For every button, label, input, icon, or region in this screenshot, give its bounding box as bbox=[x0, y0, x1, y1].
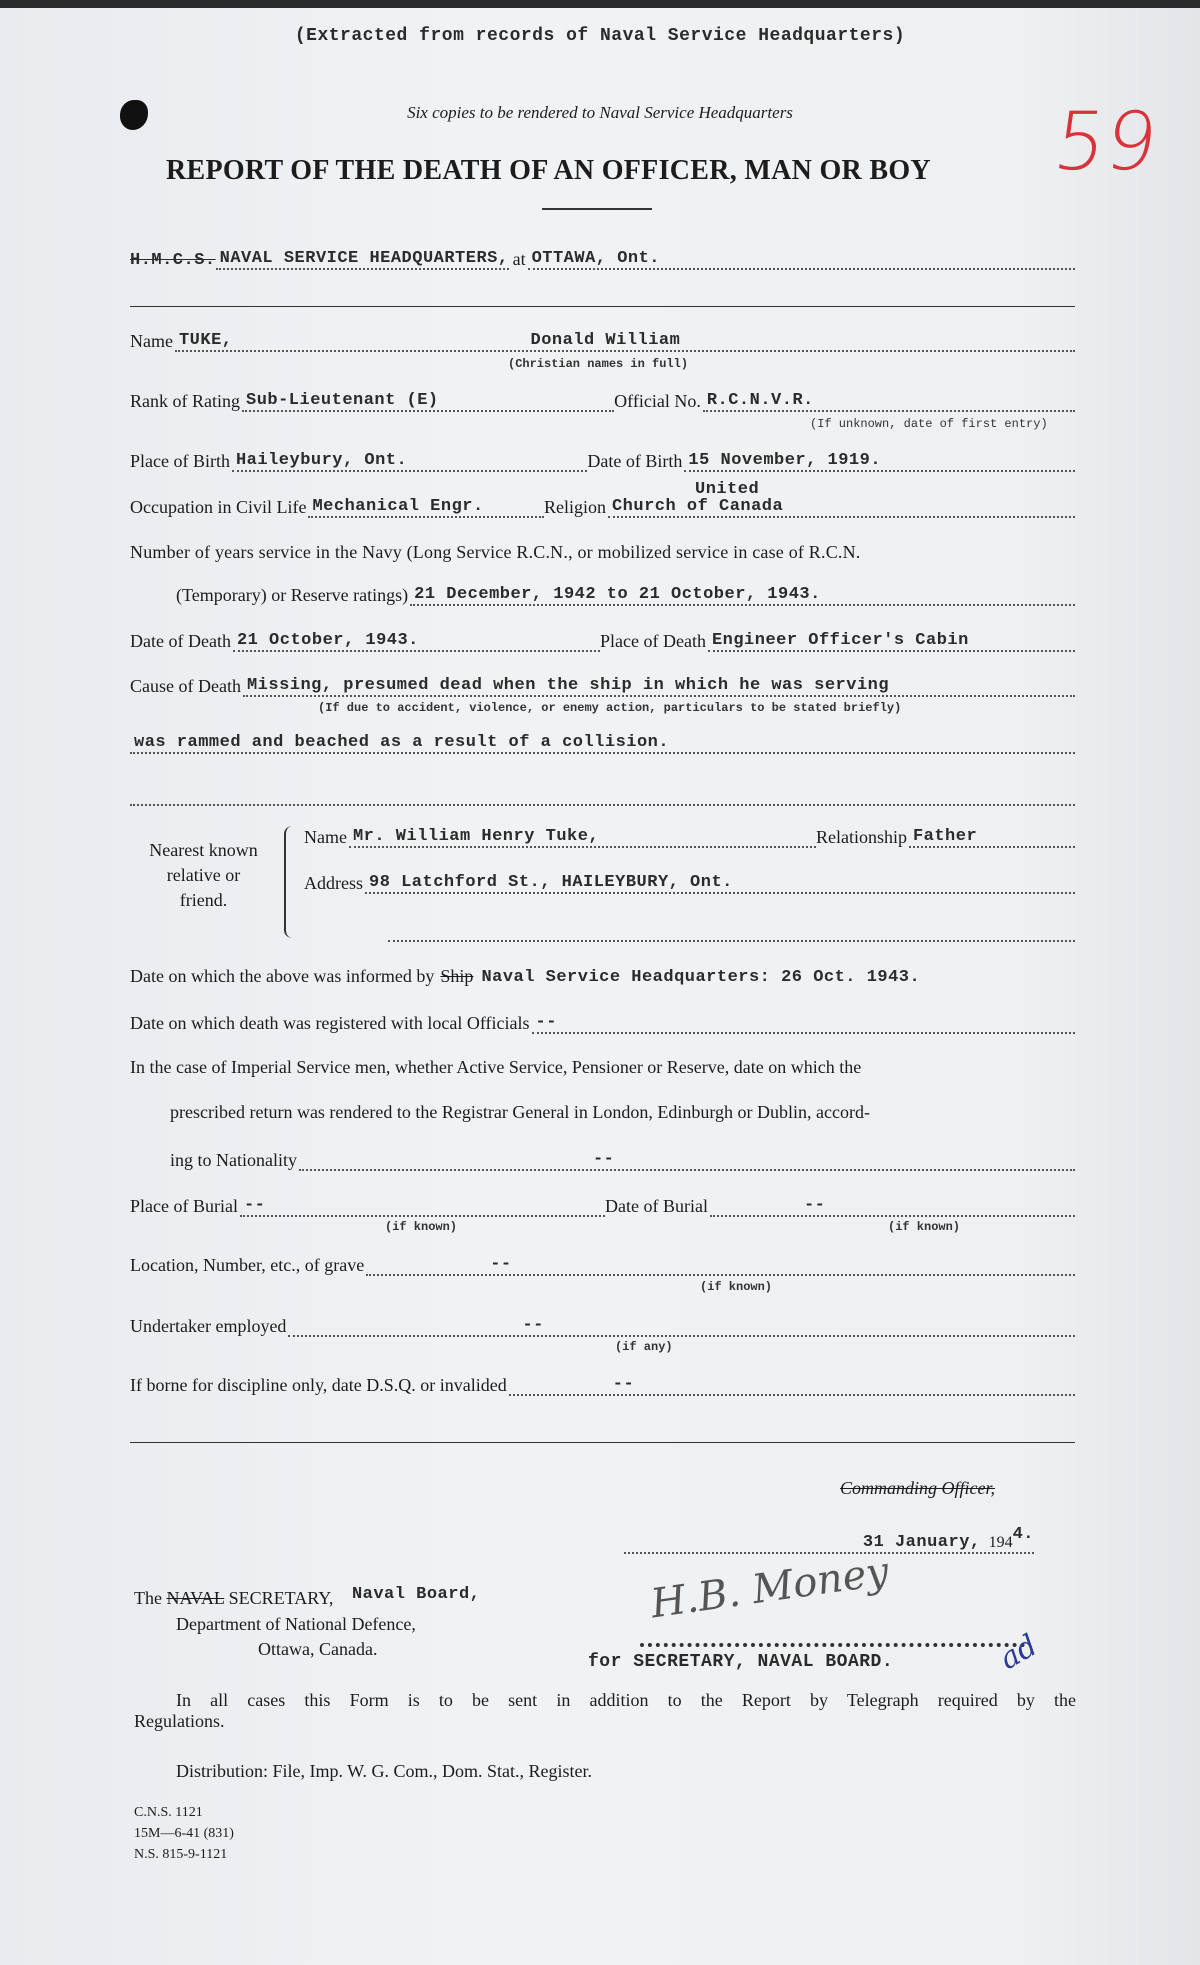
cause-row bbox=[130, 675, 1075, 697]
name-row bbox=[130, 330, 1075, 352]
initials: ad bbox=[993, 1628, 1044, 1677]
blank-row bbox=[130, 784, 1075, 806]
registered-label: Date on which death was registered with local Officials bbox=[130, 1013, 530, 1033]
signature-date-row bbox=[624, 1526, 1034, 1554]
signature-date: 31 January, bbox=[862, 1533, 981, 1552]
birth-row bbox=[130, 450, 1075, 472]
imperial-field bbox=[299, 1149, 1075, 1171]
imperial-text-3: ing to Nationality bbox=[170, 1150, 297, 1170]
struck-title: Commanding Officer, bbox=[840, 1478, 995, 1498]
religion-value: Church of Canada bbox=[608, 496, 1075, 518]
relative-address-row-2 bbox=[388, 920, 1075, 942]
signature: H.B. Money bbox=[647, 1548, 892, 1628]
burial-row bbox=[130, 1195, 1075, 1217]
undertaker-note: (if any) bbox=[615, 1340, 673, 1354]
informed-value: Naval Service Headquarters: 26 Oct. 1943. bbox=[481, 968, 921, 987]
relationship-value: Father bbox=[909, 826, 1075, 848]
grave-note: (if known) bbox=[700, 1280, 773, 1294]
at-value: OTTAWA, Ont. bbox=[528, 248, 1075, 270]
relative-heading-2: relative or bbox=[166, 865, 241, 885]
station-prefix: H.M.C.S. bbox=[130, 251, 216, 270]
addressee-secretary: SECRETARY, bbox=[228, 1588, 334, 1608]
christian-names-value: Donald William bbox=[530, 331, 681, 350]
informed-row bbox=[130, 966, 1075, 987]
burial-place-note: (if known) bbox=[385, 1220, 458, 1234]
addressee-line-2: Department of National Defence, bbox=[176, 1614, 416, 1634]
relative-name-value: Mr. William Henry Tuke, bbox=[349, 826, 816, 848]
imperial-row-2 bbox=[170, 1102, 1075, 1123]
informed-label: Date on which the above was informed by bbox=[130, 966, 435, 986]
cause-value: Missing, presumed dead when the ship in which he was serving bbox=[243, 675, 1075, 697]
death-place-value: Engineer Officer's Cabin bbox=[708, 630, 1075, 652]
page-number-handwritten: 59 bbox=[1048, 95, 1164, 188]
relative-heading-3: friend. bbox=[179, 890, 228, 910]
cause-label: Cause of Death bbox=[130, 676, 241, 696]
burial-date-field bbox=[710, 1195, 1075, 1217]
form-code-1: C.N.S. 1121 bbox=[134, 1805, 203, 1820]
religion-label: Religion bbox=[543, 497, 606, 517]
form-code-2: 15M—6-41 (831) bbox=[134, 1826, 234, 1841]
birth-place-value: Haileybury, Ont. bbox=[232, 450, 587, 472]
relative-heading-1: Nearest known bbox=[149, 840, 258, 860]
official-no-value: R.C.N.V.R. bbox=[703, 390, 1075, 412]
official-no-label: Official No. bbox=[614, 391, 701, 411]
registered-value: -- bbox=[532, 1012, 1075, 1034]
page-title: REPORT OF THE DEATH OF AN OFFICER, MAN OR BOY bbox=[166, 155, 931, 186]
service-row-2 bbox=[176, 584, 1075, 606]
instructions-2: Regulations. bbox=[134, 1711, 225, 1731]
burial-date-note: (if known) bbox=[888, 1220, 961, 1234]
form-code-3: N.S. 815-9-1121 bbox=[134, 1847, 228, 1862]
station-row bbox=[130, 248, 1075, 270]
imperial-text-2: prescribed return was rendered to the Registrar General in London, Edinburgh or Dublin, accord- bbox=[170, 1102, 870, 1122]
address-label: Address bbox=[304, 873, 363, 893]
occupation-label: Occupation in Civil Life bbox=[130, 497, 307, 517]
imperial-row-1 bbox=[130, 1057, 1075, 1078]
addressee-prefix: The bbox=[134, 1588, 162, 1608]
signature-line bbox=[640, 1643, 1025, 1647]
name-label: Name bbox=[130, 331, 173, 351]
imperial-text-1: In the case of Imperial Service men, whether Active Service, Pensioner or Reserve, date on which the bbox=[130, 1057, 862, 1077]
relationship-label: Relationship bbox=[815, 827, 907, 847]
addressee-line-1 bbox=[134, 1585, 481, 1610]
station-value: NAVAL SERVICE HEADQUARTERS, bbox=[216, 248, 509, 270]
burial-place-label: Place of Burial bbox=[130, 1196, 238, 1216]
divider-bottom bbox=[130, 1442, 1075, 1443]
copies-note: Six copies to be rendered to Naval Service Headquarters bbox=[407, 103, 793, 122]
blank-field bbox=[130, 784, 1075, 806]
relative-heading bbox=[126, 838, 281, 913]
death-place-label: Place of Death bbox=[600, 631, 706, 651]
title-rule bbox=[542, 208, 652, 210]
name-field bbox=[175, 330, 1075, 352]
cause-value-2: was rammed and beached as a result of a collision. bbox=[130, 732, 1075, 754]
rank-row bbox=[130, 390, 1075, 412]
undertaker-value: -- bbox=[522, 1316, 544, 1335]
at-label: at bbox=[512, 249, 526, 269]
addressee-struck: NAVAL bbox=[166, 1588, 225, 1608]
burial-place-value: -- bbox=[240, 1195, 605, 1217]
death-row bbox=[130, 630, 1075, 652]
discipline-label: If borne for discipline only, date D.S.Q. or invalided bbox=[130, 1375, 507, 1395]
surname-value: TUKE, bbox=[178, 331, 233, 350]
undertaker-row bbox=[130, 1315, 1075, 1337]
relative-name-row bbox=[304, 826, 1075, 848]
divider-top bbox=[130, 306, 1075, 307]
religion-value-line1: United bbox=[695, 480, 760, 499]
occupation-value: Mechanical Engr. bbox=[308, 496, 544, 518]
birth-date-label: Date of Birth bbox=[587, 451, 683, 471]
grave-label: Location, Number, etc., of grave bbox=[130, 1255, 365, 1275]
instructions-1: In all cases this Form is to be sent in addition to the Report by Telegraph required by the bbox=[176, 1690, 1076, 1710]
addressee-typed: Naval Board, bbox=[351, 1585, 481, 1604]
death-date-label: Date of Death bbox=[130, 631, 231, 651]
imperial-value: -- bbox=[592, 1150, 615, 1169]
rank-label: Rank of Rating bbox=[130, 391, 240, 411]
rank-value: Sub-Lieutenant (E) bbox=[242, 390, 614, 412]
service-label: Number of years service in the Navy (Long Service R.C.N., or mobilized service in case of R.C.N. bbox=[130, 542, 861, 562]
death-date-value: 21 October, 1943. bbox=[233, 630, 600, 652]
signature-year-suffix: 4. bbox=[1012, 1525, 1034, 1544]
burial-date-label: Date of Burial bbox=[605, 1196, 708, 1216]
relative-name-label: Name bbox=[304, 827, 347, 847]
addressee-line-3: Ottawa, Canada. bbox=[258, 1639, 378, 1659]
relative-brace bbox=[284, 826, 294, 938]
signature-year-prefix: 194 bbox=[988, 1534, 1013, 1551]
official-note: (If unknown, date of first entry) bbox=[810, 417, 1048, 431]
cause-note: (If due to accident, violence, or enemy action, particulars to be stated briefly) bbox=[318, 701, 902, 715]
discipline-field bbox=[509, 1374, 1075, 1396]
extracted-note: (Extracted from records of Naval Service Headquarters) bbox=[294, 26, 906, 46]
occupation-row bbox=[130, 496, 1075, 518]
birth-date-value: 15 November, 1919. bbox=[684, 450, 1075, 472]
scan-edge bbox=[0, 0, 1200, 8]
birth-place-label: Place of Birth bbox=[130, 451, 230, 471]
grave-value: -- bbox=[490, 1255, 512, 1274]
grave-field bbox=[366, 1254, 1075, 1276]
informed-struck: Ship bbox=[440, 966, 474, 986]
christian-note: (Christian names in full) bbox=[508, 357, 689, 371]
address-blank bbox=[388, 920, 1075, 942]
registered-row bbox=[130, 1012, 1075, 1034]
discipline-row bbox=[130, 1374, 1075, 1396]
imperial-row-3 bbox=[170, 1149, 1075, 1171]
undertaker-field bbox=[288, 1315, 1075, 1337]
distribution: Distribution: File, Imp. W. G. Com., Dom. Stat., Register. bbox=[176, 1761, 593, 1781]
service-row-1 bbox=[130, 542, 1075, 563]
discipline-value: -- bbox=[612, 1375, 635, 1394]
burial-date-value: -- bbox=[803, 1196, 826, 1215]
service-value: 21 December, 1942 to 21 October, 1943. bbox=[410, 584, 1075, 606]
cause-row-2 bbox=[130, 732, 1075, 754]
for-secretary: for SECRETARY, NAVAL BOARD. bbox=[588, 1652, 894, 1672]
service-label-2: (Temporary) or Reserve ratings) bbox=[176, 585, 409, 605]
address-value: 98 Latchford St., HAILEYBURY, Ont. bbox=[365, 872, 1075, 894]
undertaker-label: Undertaker employed bbox=[130, 1316, 287, 1336]
grave-row bbox=[130, 1254, 1075, 1276]
relative-address-row bbox=[304, 872, 1075, 894]
